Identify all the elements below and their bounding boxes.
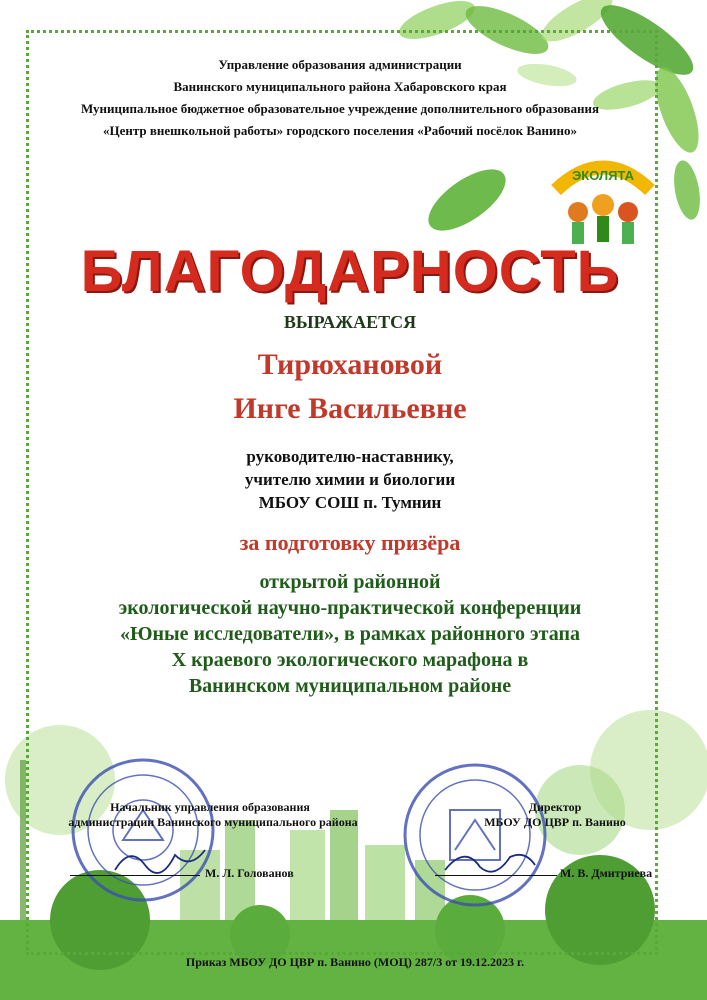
- ekolyata-logo-text: ЭКОЛЯТА: [572, 168, 634, 183]
- header-line-2: Ванинского муниципального района Хабаровского края: [173, 79, 507, 94]
- reason: за подготовку призёра: [239, 530, 461, 555]
- position-line-1: руководителю-наставнику,: [246, 447, 454, 466]
- event-line-2: экологической научно-практической конференции: [118, 597, 582, 619]
- stamp-right: [400, 760, 550, 910]
- event-line-5: Ванинском муниципальном районе: [188, 675, 512, 697]
- header-line-1: Управление образования администрации: [218, 57, 462, 72]
- stamp-left: [68, 755, 218, 905]
- certificate-title: БЛАГОДАРНОСТЬ: [80, 239, 620, 304]
- left-signatory-role-1: Начальник управления образования: [110, 800, 310, 814]
- left-handwritten-signature: [110, 840, 210, 880]
- left-signatory-name: М. Л. Голованов: [205, 866, 294, 880]
- recipient-given-names: Инге Васильевне: [233, 392, 467, 425]
- subtitle: ВЫРАЖАЕТСЯ: [283, 312, 417, 332]
- right-handwritten-signature: [440, 845, 540, 880]
- left-signatory-role-2: администрации Ванинского муниципального района: [68, 815, 358, 829]
- event-line-3: «Юные исследователи», в рамках районного этапа: [119, 623, 580, 645]
- event-line-4: X краевого экологического марафона в: [171, 649, 529, 671]
- header-line-3: Муниципальное бюджетное образовательное учреждение дополнительного образования: [80, 101, 600, 116]
- position-line-2: учителю химии и биологии: [244, 470, 456, 489]
- event-line-1: открытой районной: [259, 571, 441, 593]
- right-signatory-name: М. В. Дмитриева: [560, 866, 653, 880]
- header-line-4: «Центр внешкольной работы» городского поселения «Рабочий посёлок Ванино»: [102, 123, 578, 138]
- position-line-3: МБОУ СОШ п. Тумнин: [258, 493, 442, 512]
- recipient-surname: Тирюхановой: [257, 348, 443, 381]
- right-signatory-role-2: МБОУ ДО ЦВР п. Ванино: [484, 815, 626, 829]
- right-signatory-role-1: Директор: [528, 800, 582, 814]
- footer-order-reference: Приказ МБОУ ДО ЦВР п. Ванино (МОЦ) 287/3 от 19.12.2023 г.: [185, 955, 525, 969]
